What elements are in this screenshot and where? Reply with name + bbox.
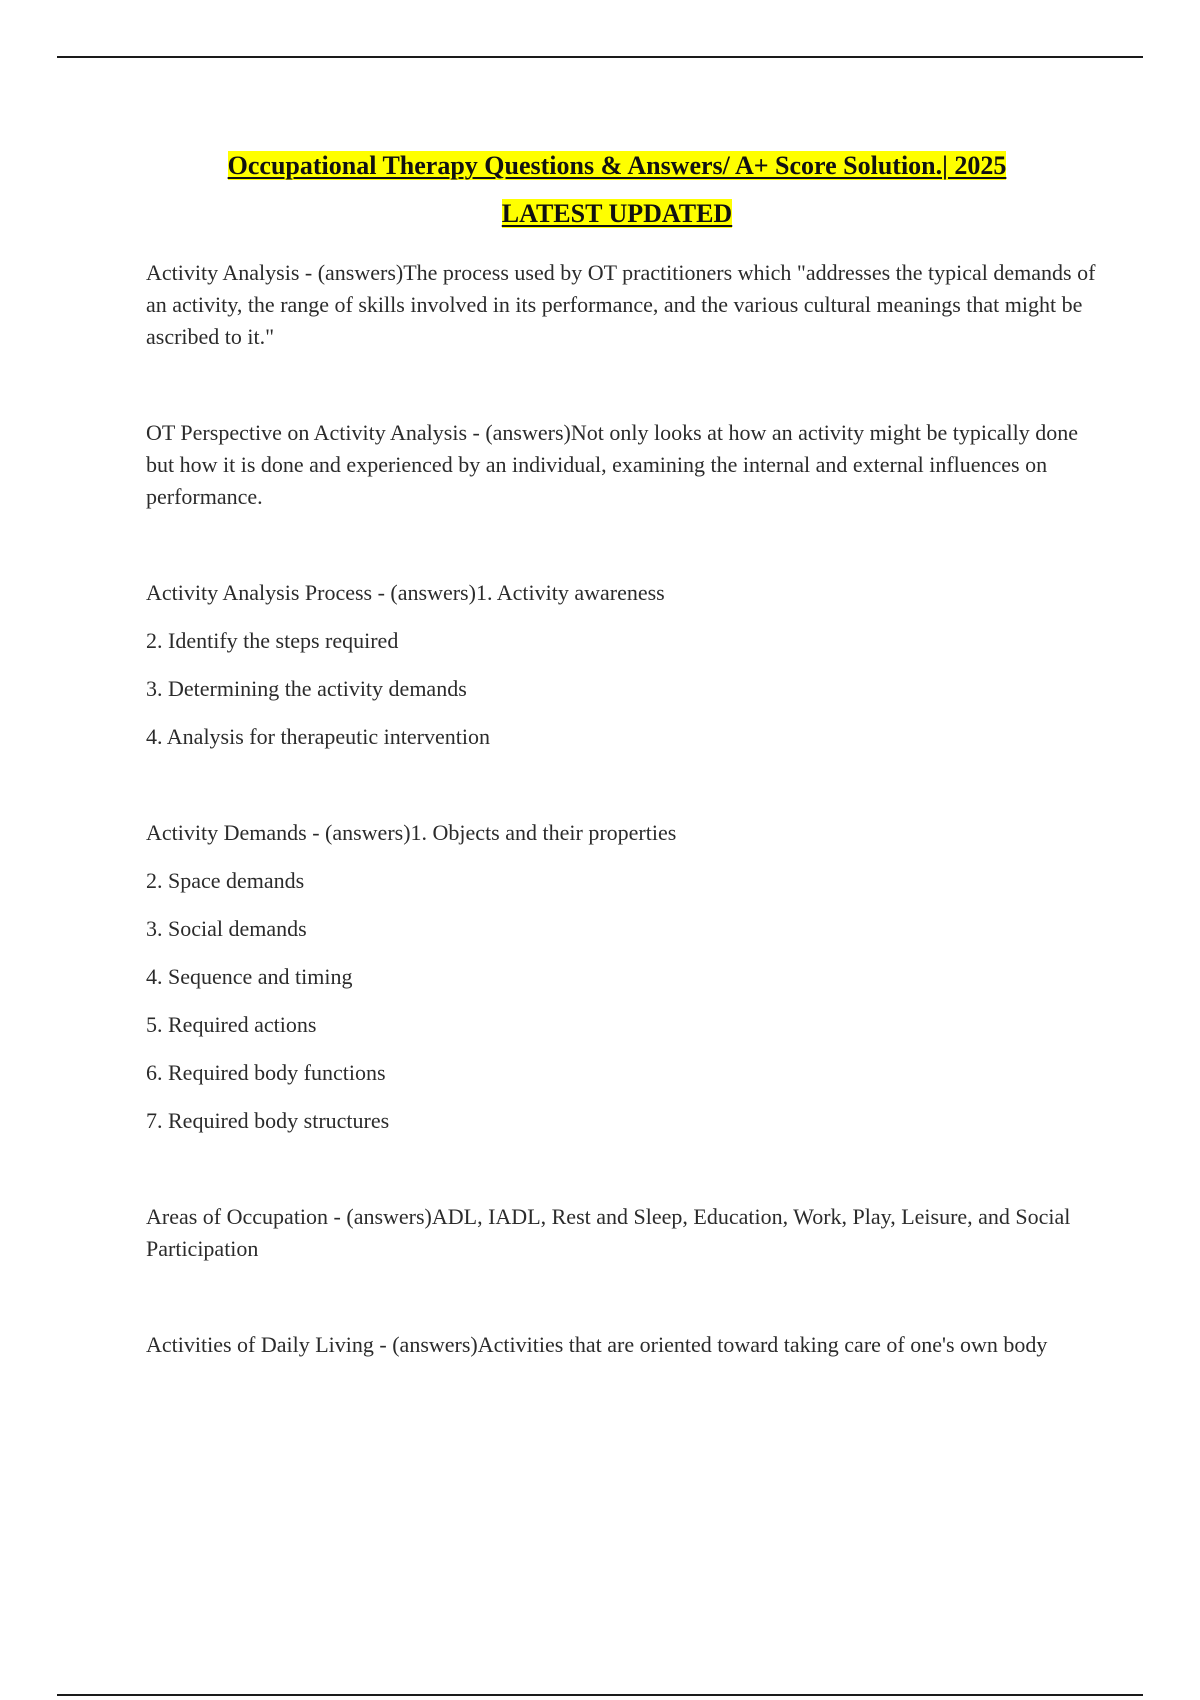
list-item: 5. Required actions bbox=[146, 1012, 317, 1037]
footer-rule bbox=[57, 1694, 1143, 1696]
qa-entry-activities-of-daily-living bbox=[146, 1329, 1096, 1361]
entry-text: OT Perspective on Activity Analysis - (answers)Not only looks at how an activity might be typically done but how it is done and experienced by an individual, examining the internal and external influences on performance. bbox=[146, 420, 1078, 509]
document-body bbox=[146, 257, 1096, 1361]
list-item: 4. Sequence and timing bbox=[146, 964, 353, 989]
entry-text: Activity Analysis - (answers)The process used by OT practitioners which "addresses the typical demands of an activity, the range of skills involved in its performance, and the various cultural meanings that might be ascribed to it." bbox=[146, 260, 1096, 349]
entry-text: Activities of Daily Living - (answers)Activities that are oriented toward taking care of one's own body bbox=[146, 1332, 1048, 1357]
qa-entry-ot-perspective bbox=[146, 417, 1096, 513]
qa-entry-activity-demands bbox=[146, 817, 1096, 1137]
list-item: 3. Determining the activity demands bbox=[146, 676, 467, 701]
document-title bbox=[100, 142, 1134, 238]
entry-text: Activity Analysis Process - (answers)1. Activity awareness bbox=[146, 580, 665, 605]
list-item: 7. Required body structures bbox=[146, 1108, 390, 1133]
title-line-1: Occupational Therapy Questions & Answers/ A+ Score Solution.| 2025 bbox=[227, 151, 1007, 180]
qa-entry-activity-analysis bbox=[146, 257, 1096, 353]
list-item: 2. Identify the steps required bbox=[146, 628, 399, 653]
list-item: 3. Social demands bbox=[146, 916, 307, 941]
qa-entry-areas-of-occupation bbox=[146, 1201, 1096, 1265]
header-rule bbox=[57, 56, 1143, 58]
entry-text: Activity Demands - (answers)1. Objects and their properties bbox=[146, 820, 677, 845]
qa-entry-activity-analysis-process bbox=[146, 577, 1096, 753]
title-line-2: LATEST UPDATED bbox=[501, 199, 733, 228]
list-item: 6. Required body functions bbox=[146, 1060, 386, 1085]
list-item: 4. Analysis for therapeutic intervention bbox=[146, 724, 490, 749]
entry-text: Areas of Occupation - (answers)ADL, IADL, Rest and Sleep, Education, Work, Play, Leisure, and Social Participation bbox=[146, 1204, 1071, 1261]
list-item: 2. Space demands bbox=[146, 868, 305, 893]
